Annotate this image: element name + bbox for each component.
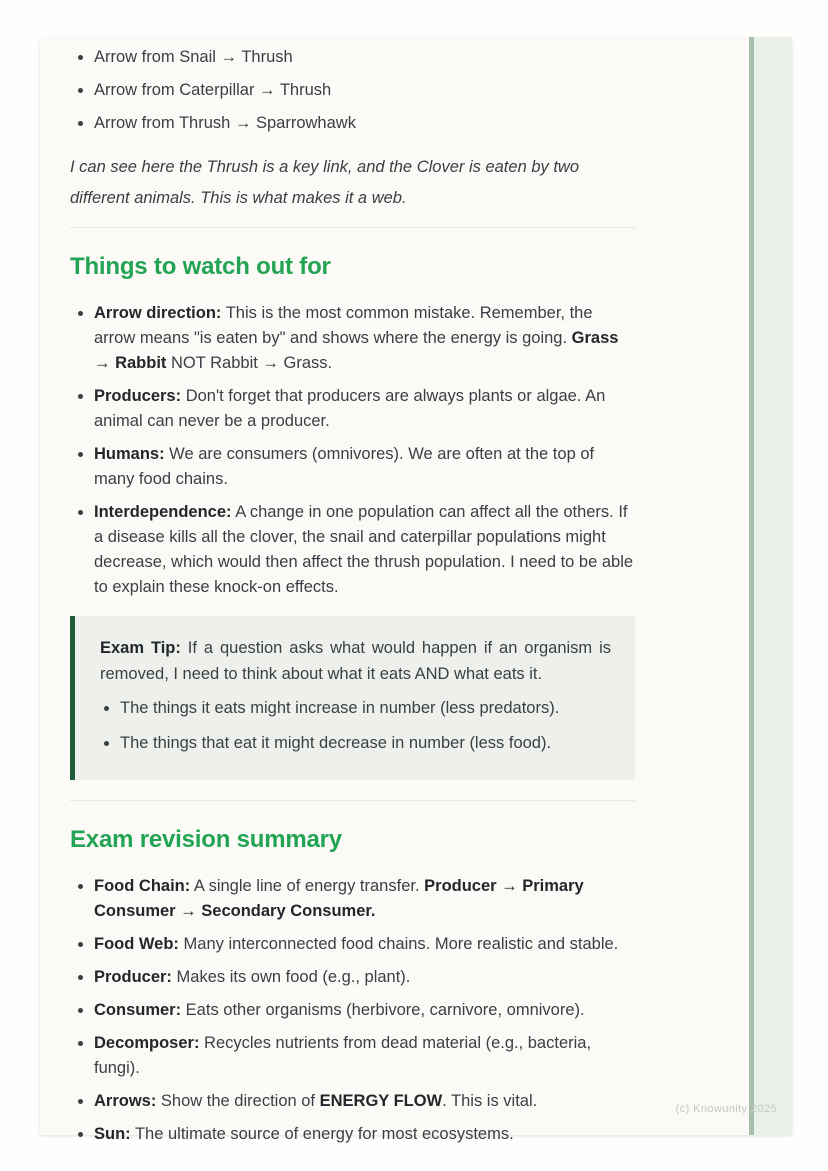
list-item: • Producers: Don't forget that producers are always plants or algae. An animal can never be a producer. — [94, 384, 635, 434]
section-heading-revision-summary: Exam revision summary — [70, 826, 342, 853]
list-item: • Humans: We are consumers (omnivores). We are often at the top of many food chains. — [94, 442, 635, 492]
list-item: • Consumer: Eats other organisms (herbivore, carnivore, omnivore). — [94, 998, 635, 1023]
exam-tip-callout — [70, 616, 635, 780]
copyright-watermark: (c) Knowunity 2025 — [675, 1103, 777, 1115]
document-page — [40, 37, 792, 1143]
list-item: • Decomposer: Recycles nutrients from dead material (e.g., bacteria, fungi). — [94, 1031, 635, 1081]
list-item: • Arrow from Snail → Thrush — [94, 45, 635, 70]
revision-summary-list — [70, 874, 635, 1147]
section-divider — [70, 227, 635, 228]
list-item: • The things it eats might increase in number (less predators). — [120, 696, 611, 721]
intro-arrow-list — [70, 45, 635, 136]
list-item: • Arrow from Caterpillar → Thrush — [94, 78, 635, 103]
list-item: • The things that eat it might decrease in number (less food). — [120, 731, 611, 756]
exam-tip-list — [100, 696, 611, 756]
list-item: • Arrow from Thrush → Sparrowhawk — [94, 111, 635, 136]
watch-out-list — [70, 301, 635, 600]
intro-note: I can see here the Thrush is a key link, and the Clover is eaten by two different animals. This is what makes it a web. — [70, 158, 580, 207]
page-edge-strip — [749, 37, 792, 1135]
page-content — [70, 45, 635, 1147]
list-item: • Arrow direction: This is the most common mistake. Remember, the arrow means "is eaten by" and shows where the energy is going. Grass → Rabbit NOT Rabbit → Grass. — [94, 301, 635, 376]
list-item: • Sun: The ultimate source of energy for most ecosystems. — [94, 1122, 635, 1147]
list-item: • Food Web: Many interconnected food chains. More realistic and stable. — [94, 932, 635, 957]
list-item: • Producer: Makes its own food (e.g., plant). — [94, 965, 635, 990]
section-heading-watch-out: Things to watch out for — [70, 253, 331, 280]
section-divider — [70, 800, 635, 801]
list-item: • Arrows: Show the direction of ENERGY FLOW. This is vital. — [94, 1089, 635, 1114]
list-item: • Interdependence: A change in one population can affect all the others. If a disease kills all the clover, the snail and caterpillar populations might decrease, which would then affect the thrush population. I need to be able to explain these knock-on effects. — [94, 500, 635, 600]
exam-tip-paragraph: Exam Tip: If a question asks what would happen if an organism is removed, I need to think about what it eats AND what eats it. — [100, 639, 611, 683]
list-item: • Food Chain: A single line of energy transfer. Producer → Primary Consumer → Secondary Consumer. — [94, 874, 635, 924]
